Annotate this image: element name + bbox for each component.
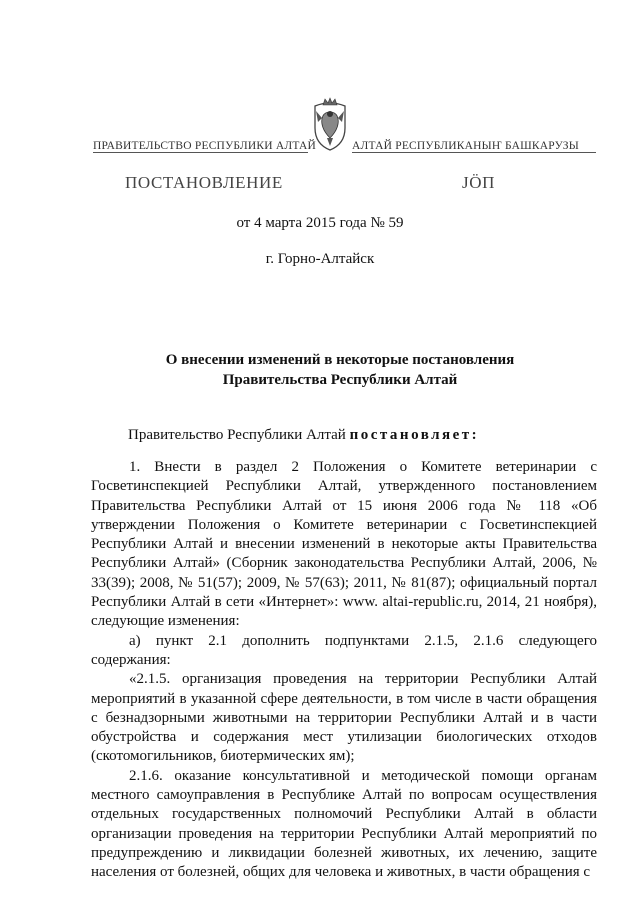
decree-verb: постановляет: [349,427,480,443]
title-line-1: О внесении изменений в некоторые постановления [165,352,515,368]
body-paragraph-2: а) пункт 2.1 дополнить подпунктами 2.1.5, 2.1.6 следующего содержания: [91,632,597,668]
header-rule-left [93,152,308,153]
body-paragraph-1: 1. Внести в раздел 2 Положения о Комитете ветеринарии с Госветинспекцией Республики Алтай, утвержденного постановлением Правительства Республики Алтай от 15 июня 2006 года № 118 «Об утверждении Положения о Комитете ветеринарии с Госветинспекцией Республики Алтай и внесении изменений в некоторые акты Правительства Республики Алтай» (Сборник законодательства Республики Алтай, 2006, № 33(39); 2008, № 51(57); 2009, № 57(63); 2011, № 81(87); официальный портал Республики Алтай в сети «Интернет»: www. altai-republic.ru, 2014, 21 ноября), следующие изменения: [91,459,597,630]
doc-type-russian: ПОСТАНОВЛЕНИЕ [125,173,283,192]
decree-subject: Правительство Республики Алтай [128,427,350,443]
coat-of-arms-icon [309,96,351,154]
title-line-2: Правительства Республики Алтай [222,372,458,388]
document-title [90,350,590,390]
body-paragraph-3: «2.1.5. организация проведения на территории Республики Алтай мероприятий в указанной сфере деятельности, в том числе в части обращения с безнадзорными животными на территории Республики Алтай и в части обустройства и содержания мест утилизации биологических отходов (скотомогильников, биотермических ям); [91,671,597,765]
document-body [91,458,597,883]
body-paragraph-4: 2.1.6. оказание консультативной и методической помощи органам местного самоуправления в Республике Алтай по вопросам осуществления отдельных государственных полномочий Республики Алтай в области организации проведения на территории Республики Алтай мероприятий по предупреждению и ликвидации болезней животных, их лечению, защите населения от болезней, общих для человека и животных, в части обращения с [91,767,597,881]
document-city: г. Горно-Алтайск [265,251,375,267]
document-date-number: от 4 марта 2015 года № 59 [236,215,404,231]
header-org-russian: ПРАВИТЕЛЬСТВО РЕСПУБЛИКИ АЛТАЙ [93,140,317,152]
decree-statement [128,427,479,444]
header-rule-right [352,152,596,153]
header-org-altai: АЛТАЙ РЕСПУБЛИКАНЫҤ БАШКАРУЗЫ [352,140,579,152]
doc-type-altai: JӦП [462,173,495,192]
